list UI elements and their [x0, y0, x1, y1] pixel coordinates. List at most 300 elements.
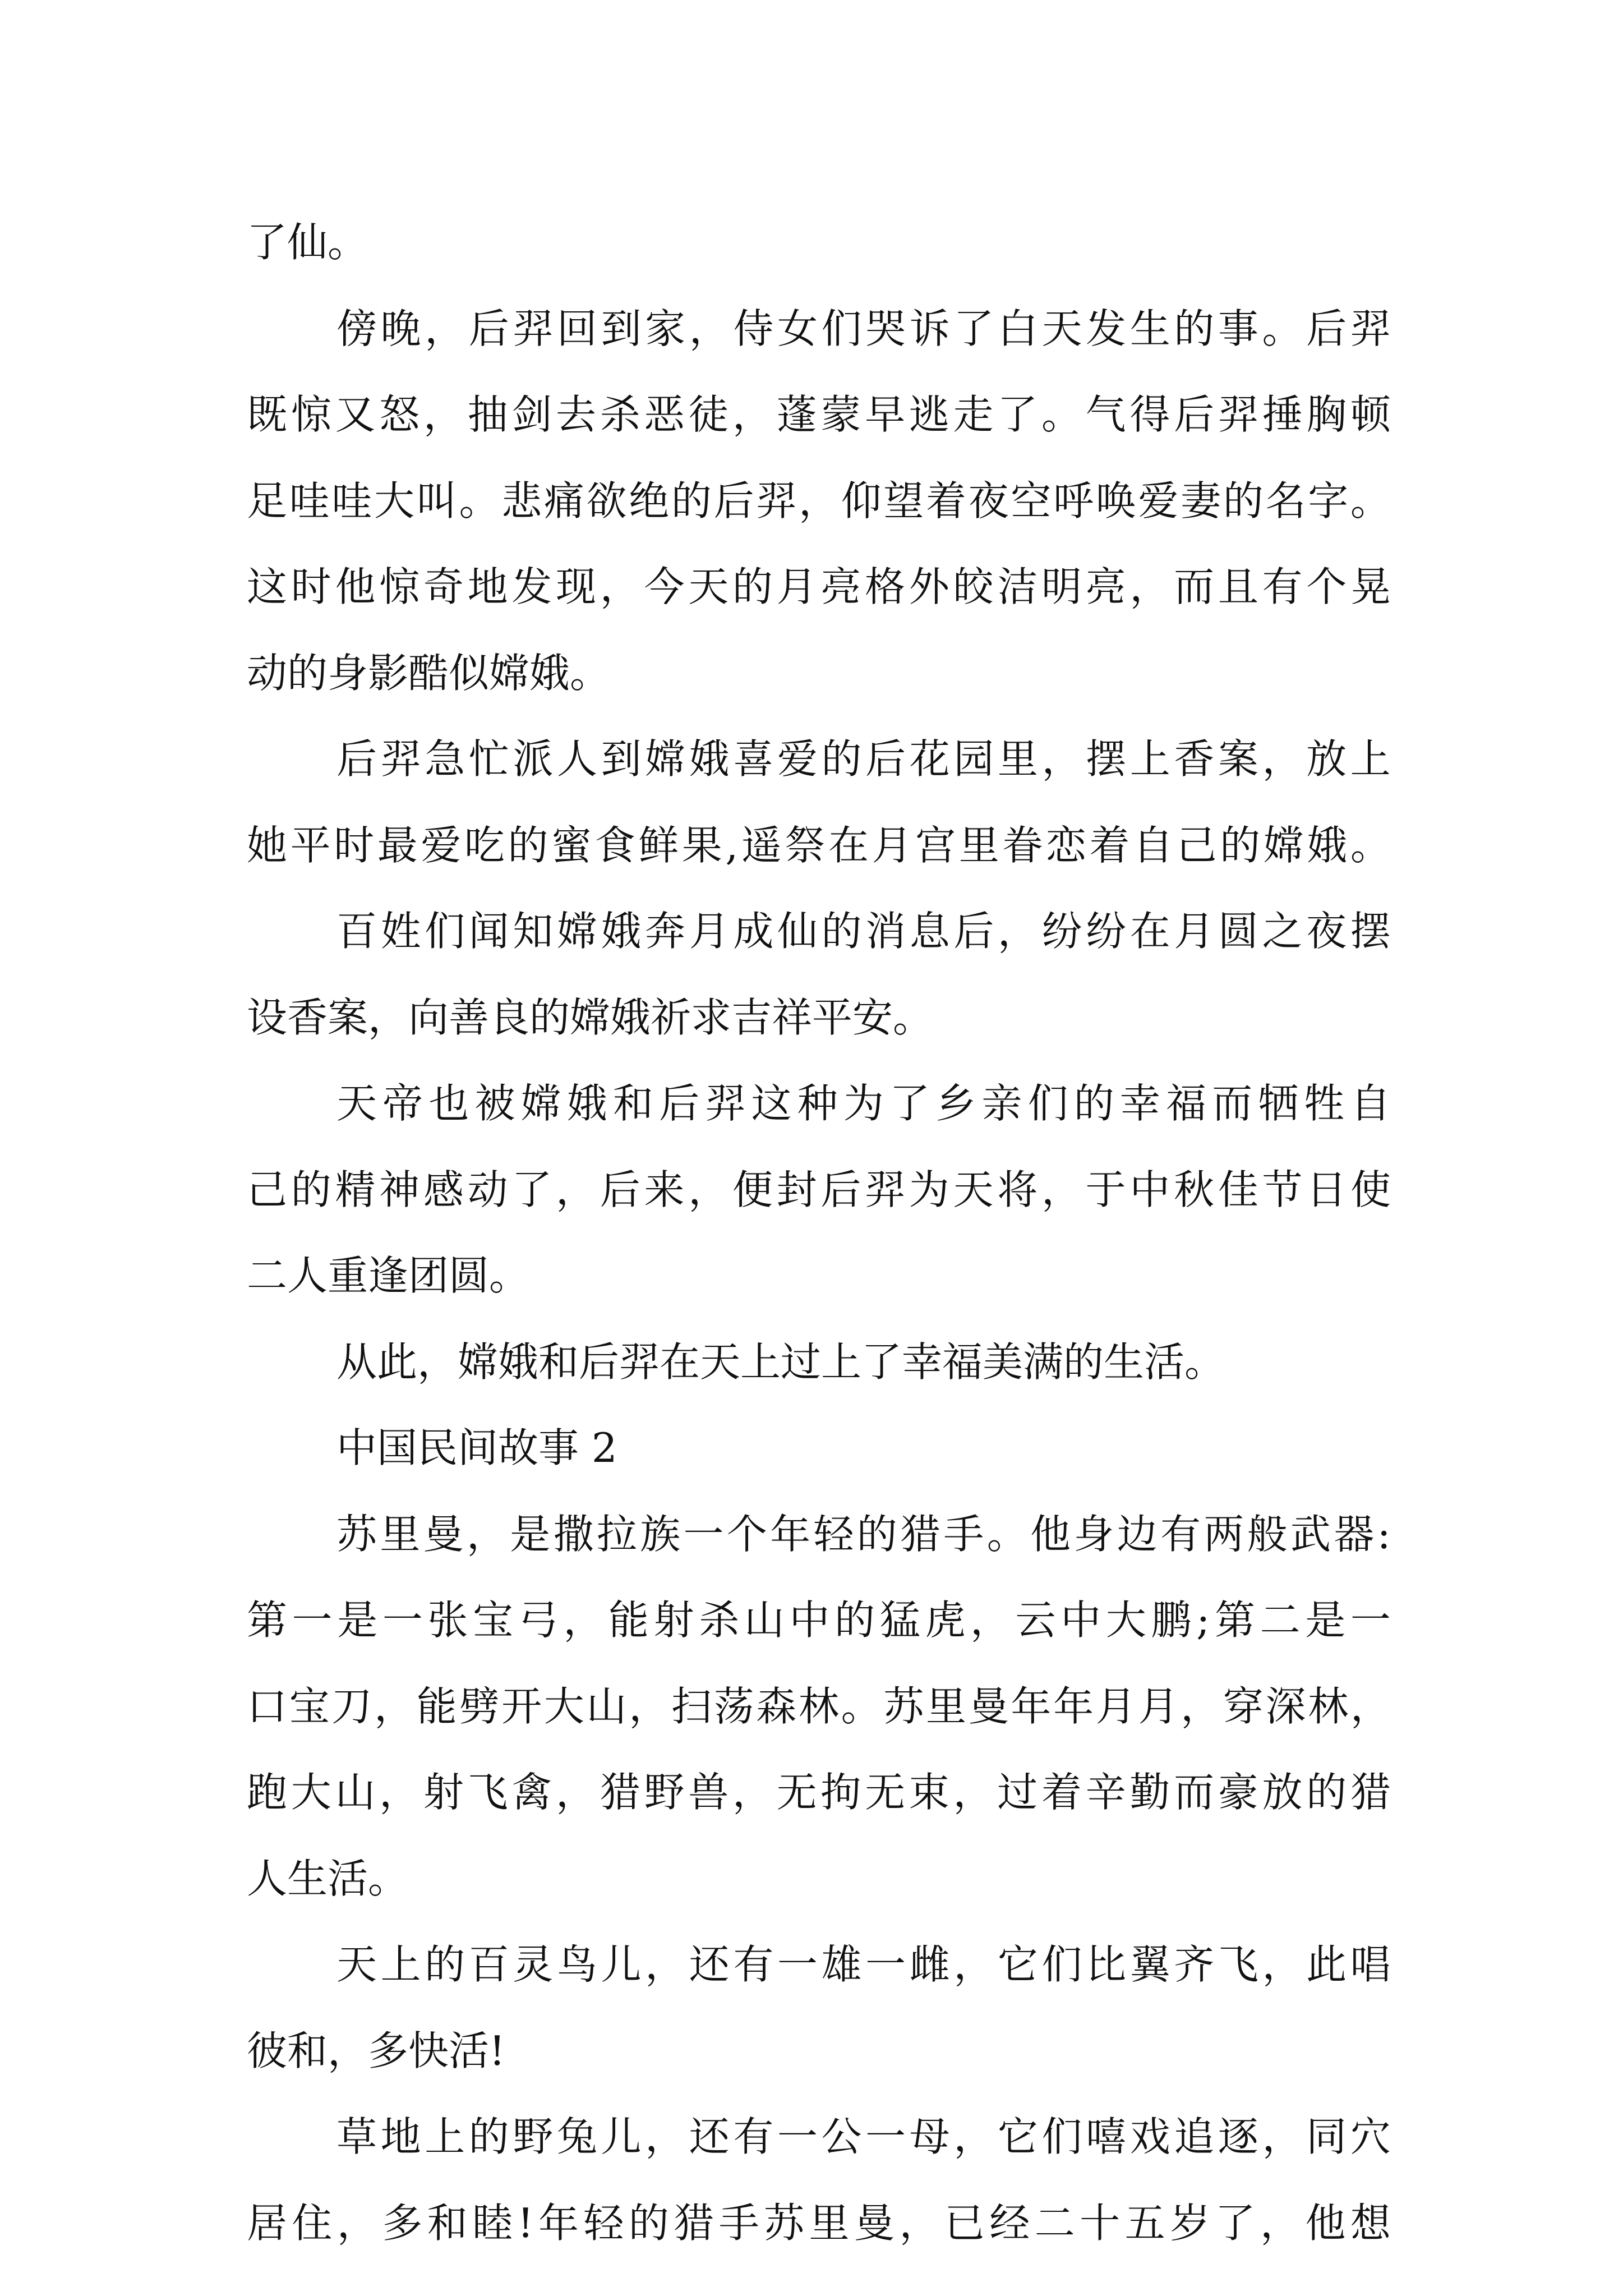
text-line [247, 1750, 1391, 1836]
text-line [247, 1319, 1391, 1406]
text-char: 地 [467, 563, 508, 610]
text-char: 羿 [1350, 305, 1391, 352]
text-line [247, 286, 1391, 372]
text-char: 林 [798, 1682, 839, 1730]
text-char: 鸟 [556, 1941, 597, 1988]
text-char: 这 [751, 1080, 792, 1127]
text-char: 个 [1306, 563, 1347, 610]
text-char: 。 [459, 477, 500, 524]
text-char: 。 [1350, 821, 1391, 869]
text-char: 儿 [601, 2113, 642, 2160]
text-char: 经 [989, 2199, 1030, 2247]
text-char: 后 [713, 477, 754, 524]
text-char: 的 [1220, 821, 1261, 869]
text-char: 年 [1011, 1682, 1052, 1730]
text-char: 天 [953, 1166, 994, 1213]
text-char: 上 [425, 2113, 465, 2160]
text-char: 武 [1290, 1510, 1331, 1558]
text-char: 后 [468, 305, 509, 352]
text-char: 香 [1174, 735, 1215, 783]
text-char: 诉 [909, 305, 950, 352]
text-char: 睦 [472, 2199, 513, 2247]
text-char: 羿 [705, 1080, 746, 1127]
text-char: 仙 [777, 908, 818, 955]
text-char: 到 [601, 735, 642, 783]
text-char: 月 [776, 563, 817, 610]
text-char: 地 [380, 2113, 421, 2160]
text-char: 曼 [854, 2199, 895, 2247]
text-char: 佳 [1218, 1166, 1258, 1213]
text-line-content: 人生活。 [247, 1855, 409, 1902]
text-char: 和 [427, 2199, 468, 2247]
text-char: 比 [1086, 1941, 1127, 1988]
text-char: 为 [909, 1166, 949, 1213]
text-char: 爱 [1138, 477, 1179, 524]
text-char: 它 [997, 2113, 1038, 2160]
text-char: 杀 [600, 391, 640, 438]
text-char: 逐 [1218, 2113, 1258, 2160]
text-char: 一 [865, 1941, 906, 1988]
text-char: 杀 [699, 1596, 740, 1644]
text-char: 拉 [596, 1510, 637, 1558]
text-char: 里 [958, 821, 999, 869]
text-char: 发 [1086, 305, 1127, 352]
text-char: ， [798, 477, 839, 524]
text-line [247, 975, 1391, 1061]
text-char: 爱 [777, 735, 818, 783]
text-char: 来 [644, 1166, 685, 1213]
text-char: 上 [1350, 735, 1391, 783]
text-char: 是 [337, 1596, 378, 1644]
text-char: 早 [865, 391, 906, 438]
text-char: 们 [1041, 2113, 1082, 2160]
text-char: 晃 [1350, 563, 1391, 610]
text-char: 五 [1124, 2199, 1165, 2247]
text-char: 兽 [688, 1769, 729, 1816]
text-char: 到 [601, 305, 642, 352]
text-char: 中 [1129, 1166, 1170, 1213]
text-char: 了 [511, 1166, 552, 1213]
text-char: 们 [1027, 1080, 1068, 1127]
text-line [247, 803, 1391, 889]
text-char: 一 [382, 1596, 423, 1644]
text-char: 飞 [467, 1769, 508, 1816]
text-char: 乡 [935, 1080, 976, 1127]
text-char: ， [556, 1166, 597, 1213]
text-char: 着 [926, 477, 967, 524]
text-line-content: 彼和，多快活! [247, 2027, 505, 2074]
text-char: 且 [1218, 563, 1258, 610]
text-char: ; [1196, 1596, 1210, 1644]
text-char: 哇 [289, 477, 330, 524]
text-char: 是 [510, 1510, 551, 1558]
text-char: 劈 [459, 1682, 500, 1730]
text-char: 戏 [1129, 2113, 1170, 2160]
text-char: 圆 [1218, 908, 1258, 955]
text-char: ， [953, 1769, 994, 1816]
text-char: ， [1350, 1682, 1391, 1730]
text-char: 皎 [953, 563, 994, 610]
text-char: 了 [889, 1080, 930, 1127]
text-char: 娥 [1307, 821, 1348, 869]
text-char: 一 [865, 2113, 906, 2160]
text-char: 居 [247, 2199, 288, 2247]
text-char: ， [645, 1941, 686, 1988]
text-char: 格 [865, 563, 906, 610]
text-line [247, 1405, 1391, 1492]
text-char: ， [629, 1682, 670, 1730]
text-char: 感 [423, 1166, 464, 1213]
text-char: 抽 [467, 391, 508, 438]
text-char: , [725, 821, 739, 869]
text-char: 她 [247, 821, 288, 869]
text-char: 有 [1262, 563, 1303, 610]
text-char: ， [1129, 563, 1170, 610]
text-char: 追 [1174, 2113, 1215, 2160]
text-char: 苏 [883, 1682, 924, 1730]
text-char: 还 [689, 2113, 730, 2160]
text-char: 年 [1053, 1682, 1094, 1730]
text-char: 的 [834, 1596, 875, 1644]
text-char: 鲜 [638, 821, 679, 869]
text-char: 一 [292, 1596, 333, 1644]
text-char: 闻 [468, 908, 509, 955]
text-char: 月 [872, 821, 912, 869]
text-char: 个 [726, 1510, 767, 1558]
text-char: 飞 [1218, 1941, 1258, 1988]
text-line [247, 1836, 1391, 1922]
text-line [247, 372, 1391, 458]
text-char: 中 [1061, 1596, 1101, 1644]
text-char: 羿 [865, 1166, 906, 1213]
text-char: 唱 [1350, 1941, 1391, 1988]
text-char: ， [374, 1682, 415, 1730]
text-char: 唤 [1095, 477, 1136, 524]
text-line-content: 设香案，向善良的嫦娥祈求吉祥平安。 [247, 993, 934, 1041]
text-char: 他 [1305, 2199, 1346, 2247]
text-char: 姓 [380, 908, 421, 955]
text-char: 月 [689, 908, 730, 955]
text-line [247, 1233, 1391, 1319]
text-char: 这 [247, 563, 288, 610]
text-char: 里 [380, 1510, 421, 1558]
text-char: 蓬 [776, 391, 817, 438]
text-char: 的 [468, 2113, 509, 2160]
text-char: 天 [336, 1941, 377, 1988]
text-char: 奔 [645, 908, 686, 955]
text-char: 般 [1247, 1510, 1288, 1558]
text-char: 徒 [688, 391, 729, 438]
text-char: 急 [425, 735, 465, 783]
text-char: 使 [1350, 1166, 1391, 1213]
text-char: 时 [334, 821, 375, 869]
text-char: ， [1041, 1166, 1082, 1213]
text-char: 是 [1305, 1596, 1346, 1644]
text-char: 空 [1011, 477, 1052, 524]
text-char: 刀 [331, 1682, 372, 1730]
text-char: 山 [335, 1769, 376, 1816]
text-char: 走 [953, 391, 994, 438]
text-char: 有 [733, 1941, 774, 1988]
text-line [247, 1577, 1391, 1664]
text-char: 天 [1041, 305, 1082, 352]
text-char: 有 [1160, 1510, 1201, 1558]
text-char: 遥 [741, 821, 782, 869]
text-char: 事 [1218, 305, 1258, 352]
text-char: 日 [1306, 1166, 1347, 1213]
text-char: 边 [1117, 1510, 1158, 1558]
text-char: 惊 [379, 563, 420, 610]
text-char: 既 [247, 391, 288, 438]
text-char: 年 [538, 2199, 579, 2247]
text-char: 的 [425, 1941, 465, 1988]
text-char: 开 [501, 1682, 542, 1730]
text-char: 勤 [1129, 1769, 1170, 1816]
text-char: 摆 [1350, 908, 1391, 955]
text-char: 鹏 [1151, 1596, 1192, 1644]
text-char: 洁 [997, 563, 1038, 610]
text-char: 轻 [813, 1510, 854, 1558]
text-char: ， [556, 1769, 597, 1816]
text-char: 顿 [1350, 391, 1391, 438]
text-char: 猎 [1350, 1769, 1391, 1816]
text-char: ， [1262, 735, 1303, 783]
text-char: 天 [688, 563, 729, 610]
text-char: 身 [1073, 1510, 1114, 1558]
text-char: ， [732, 391, 773, 438]
text-char: 年 [770, 1510, 811, 1558]
text-char: 荡 [713, 1682, 754, 1730]
text-line [247, 889, 1391, 975]
text-char: 精 [335, 1166, 376, 1213]
text-char: 一 [777, 2113, 818, 2160]
text-line [247, 1061, 1391, 1147]
text-char: ， [970, 1596, 1011, 1644]
text-char: 过 [997, 1769, 1038, 1816]
text-char: 纷 [1041, 908, 1082, 955]
text-char: ， [645, 2113, 686, 2160]
text-char: 后 [953, 908, 994, 955]
text-char: 的 [821, 908, 862, 955]
text-char: 一 [1350, 1596, 1391, 1644]
text-char: ， [1041, 735, 1082, 783]
text-char: 后 [820, 1166, 861, 1213]
text-char: 岁 [1170, 2199, 1211, 2247]
text-char: 的 [821, 735, 862, 783]
text-char: 天 [336, 1080, 377, 1127]
text-char: 里 [997, 735, 1038, 783]
text-char: 雄 [821, 1941, 862, 1988]
text-char: 同 [1306, 2113, 1347, 2160]
text-char: 眷 [1002, 821, 1043, 869]
text-char: 后 [1306, 305, 1347, 352]
text-char: 嘻 [1086, 2113, 1127, 2160]
text-line [247, 1922, 1391, 2008]
text-char: 也 [428, 1080, 469, 1127]
text-char: 母 [909, 2113, 950, 2160]
text-char: ， [466, 1510, 507, 1558]
text-char: 放 [1262, 1769, 1303, 1816]
text-char: 后 [659, 1080, 700, 1127]
text-char: 羿 [756, 477, 797, 524]
text-char: 二 [1034, 2199, 1075, 2247]
text-char: ， [899, 2199, 940, 2247]
text-char: 幸 [1119, 1080, 1160, 1127]
text-char: 之 [1262, 908, 1303, 955]
text-char: 嫦 [1263, 821, 1304, 869]
text-char: 于 [1085, 1166, 1126, 1213]
text-char: 了 [953, 305, 994, 352]
text-char: 夜 [1306, 908, 1347, 955]
text-char: 种 [797, 1080, 838, 1127]
text-char: 的 [628, 2199, 669, 2247]
text-line [247, 631, 1391, 717]
text-char: 无 [776, 1769, 817, 1816]
text-char: 而 [1174, 1769, 1215, 1816]
text-char: 气 [1085, 391, 1126, 438]
text-char: ， [423, 391, 464, 438]
text-char: 。 [986, 1510, 1027, 1558]
text-char: 花 [909, 735, 950, 783]
text-char: 猎 [600, 1769, 640, 1816]
text-char: 灵 [513, 1941, 554, 1988]
text-char: 帝 [382, 1080, 423, 1127]
text-char: 羿 [1218, 391, 1258, 438]
text-char: ， [1260, 2199, 1301, 2247]
text-char: 束 [909, 1769, 949, 1816]
text-char: 哭 [865, 305, 906, 352]
text-char: 忙 [468, 735, 509, 783]
text-char: 吃 [464, 821, 505, 869]
text-char: ， [1262, 1941, 1303, 1988]
text-char: 公 [821, 2113, 862, 2160]
text-char: 娥 [601, 908, 642, 955]
text-line [247, 2094, 1391, 2180]
text-char: 的 [508, 821, 548, 869]
text-char: 已 [944, 2199, 985, 2247]
text-char: ! [517, 2199, 534, 2247]
text-char: 呼 [1053, 477, 1094, 524]
text-char: 第 [247, 1596, 288, 1644]
text-char: 此 [1306, 1941, 1347, 1988]
text-char: 成 [733, 908, 774, 955]
text-char: 知 [513, 908, 554, 955]
text-char: 外 [909, 563, 949, 610]
text-char: 了 [997, 391, 1038, 438]
text-char: 恋 [1045, 821, 1086, 869]
text-char: 它 [997, 1941, 1038, 1988]
text-char: 拘 [820, 1769, 861, 1816]
text-char: 动 [467, 1166, 508, 1213]
text-char: 的 [856, 1510, 897, 1558]
text-char: 傍 [336, 305, 377, 352]
text-char: 和 [613, 1080, 654, 1127]
text-char: 后 [600, 1166, 640, 1213]
text-char: 深 [1265, 1682, 1306, 1730]
text-char: 爱 [421, 821, 462, 869]
text-char: 里 [926, 1682, 967, 1730]
text-char: 而 [1174, 563, 1215, 610]
text-char: 。 [1350, 477, 1391, 524]
text-line-content: 动的身影酷似嫦娥。 [247, 649, 611, 697]
text-char: ， [953, 2113, 994, 2160]
text-char: 大 [291, 1769, 331, 1816]
text-char: 牺 [1258, 1080, 1299, 1127]
text-char: 被 [474, 1080, 515, 1127]
text-char: 雌 [909, 1941, 950, 1988]
text-char: 奇 [423, 563, 464, 610]
text-char: 又 [335, 391, 376, 438]
text-char: 羿 [513, 305, 554, 352]
text-char: 想 [1350, 2199, 1391, 2247]
text-char: 嫦 [556, 908, 597, 955]
text-char: ， [953, 1941, 994, 1988]
text-char: 将 [997, 1166, 1038, 1213]
text-char: 果 [681, 821, 722, 869]
text-char: 了 [1215, 2199, 1256, 2247]
text-char: 人 [556, 735, 597, 783]
text-char: 剑 [511, 391, 552, 438]
text-char: 林 [1308, 1682, 1349, 1730]
text-char: 月 [1174, 908, 1215, 955]
text-char: 为 [843, 1080, 884, 1127]
text-char: 野 [644, 1769, 685, 1816]
text-char: 们 [1041, 1941, 1082, 1988]
text-char: 的 [732, 563, 773, 610]
text-char: 扫 [671, 1682, 712, 1730]
text-char: 能 [608, 1596, 649, 1644]
text-char: 曼 [423, 1510, 464, 1558]
text-char: 神 [379, 1166, 420, 1213]
text-char: 射 [423, 1769, 464, 1816]
text-char: 山 [744, 1596, 785, 1644]
text-char: 月 [1138, 1682, 1179, 1730]
text-char: 宝 [289, 1682, 330, 1730]
text-char: ， [688, 1166, 729, 1213]
text-char: 放 [1306, 735, 1347, 783]
text-char: : [1377, 1510, 1391, 1558]
text-char: 弓 [518, 1596, 559, 1644]
text-char: 仰 [841, 477, 882, 524]
text-char: 足 [247, 477, 288, 524]
text-char: 明 [1041, 563, 1082, 610]
text-char: 着 [1041, 1769, 1082, 1816]
text-char: 白 [997, 305, 1038, 352]
text-char: 节 [1262, 1166, 1303, 1213]
text-char: 平 [290, 821, 331, 869]
text-char: 便 [732, 1166, 773, 1213]
text-char: 嫦 [645, 735, 686, 783]
text-char: 穿 [1223, 1682, 1264, 1730]
text-char: 器 [1334, 1510, 1375, 1558]
text-char: 绝 [629, 477, 670, 524]
text-char: 们 [821, 305, 862, 352]
text-char: 娥 [689, 735, 730, 783]
text-char: 亮 [1085, 563, 1126, 610]
text-char: 大 [374, 477, 415, 524]
text-char: 宝 [473, 1596, 514, 1644]
text-char: 时 [291, 563, 331, 610]
text-char: 发 [511, 563, 552, 610]
text-char: 的 [1174, 305, 1215, 352]
text-char: 秋 [1174, 1166, 1215, 1213]
text-char: 野 [513, 2113, 554, 2160]
text-char: 惊 [291, 391, 331, 438]
text-char: 欲 [586, 477, 627, 524]
text-char: 今 [644, 563, 685, 610]
text-char: 的 [291, 1166, 331, 1213]
text-char: 己 [1176, 821, 1217, 869]
